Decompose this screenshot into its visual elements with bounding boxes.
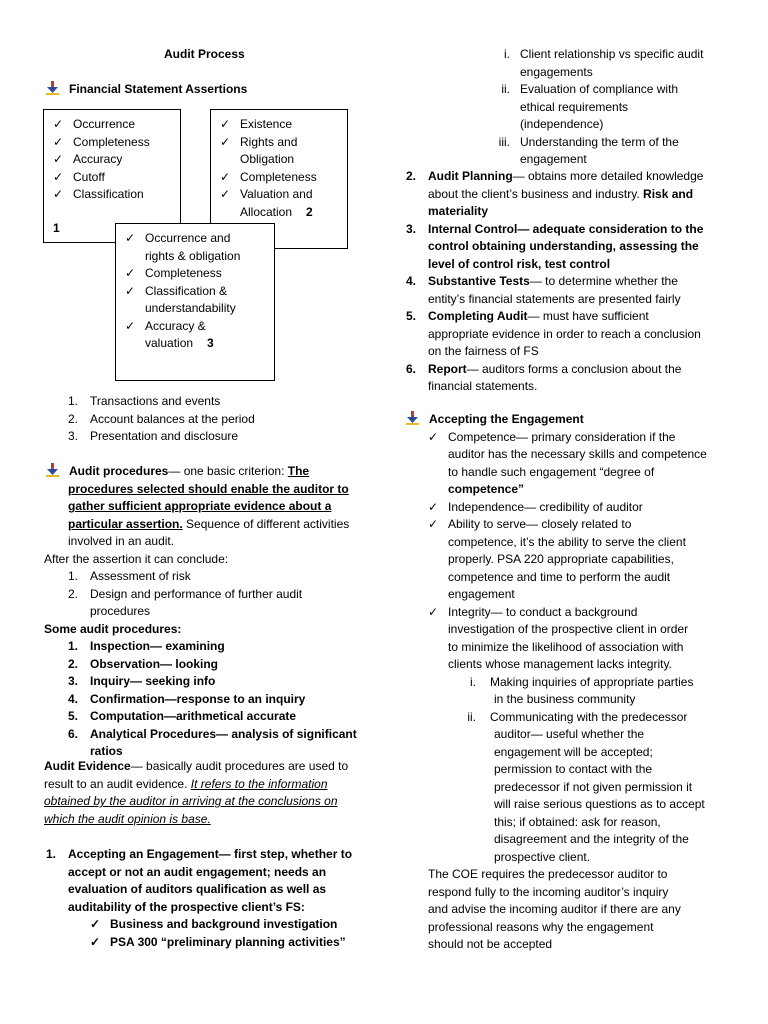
step-3: 3. Internal Control— adequate consideration to the control obtaining understanding, assessing the level of control risk, test control — [406, 221, 704, 271]
box-number-2: 2 — [306, 204, 313, 219]
list-item: 3. Presentation and disclosure — [68, 429, 239, 443]
list-item: 6. Analytical Procedures— analysis of significant — [68, 726, 357, 741]
list-item: 5. Computation—arithmetical accurate — [68, 709, 297, 723]
list-item: ✓ Accuracy & — [125, 318, 240, 336]
list-item: ✓ Integrity— to conduct a background investigation of the prospective client in order to minimize the likelihood of association with clients whose management lacks integrity. — [428, 604, 689, 671]
checkmark-icon: ✓ — [90, 917, 101, 931]
list-item-continued: ratios — [90, 744, 123, 758]
checkmark-icon: ✓ — [125, 231, 136, 245]
assertion-box-3 — [115, 223, 275, 381]
list-item-continued: rights & obligation — [145, 248, 241, 263]
list-item: ✓ Completeness — [53, 134, 150, 152]
audit-evidence-section: Audit Evidence— basically audit procedures are used to result to an audit evidence. It refers to the information obtained by the auditor in arriving at the conclusions on which the audit opinion is base. — [44, 759, 349, 826]
list-item: ✓ Completeness — [220, 169, 317, 187]
assertions-heading-text: Financial Statement Assertions — [69, 82, 248, 96]
checkmark-icon: ✓ — [428, 517, 439, 531]
after-assertion-label: After the assertion it can conclude: — [44, 551, 229, 566]
step-1-label: Accepting an Engagement — [68, 847, 219, 861]
arrow-down-bullet-icon — [406, 411, 419, 425]
list-item-continued: understandability — [145, 301, 236, 315]
assertion-categories — [68, 393, 255, 446]
checkmark-icon: ✓ — [220, 117, 231, 131]
checkmark-icon: ✓ — [53, 169, 64, 184]
list-item: ✓ Completeness — [125, 265, 240, 283]
assertions-heading — [46, 81, 247, 99]
accepting-engagement-section — [406, 411, 707, 954]
list-item-continued: Allocation 2 — [240, 204, 313, 219]
list-item: 1. Inspection— examining — [68, 639, 225, 653]
list-item-continued: valuation 3 — [145, 336, 214, 350]
list-item: ✓ Accuracy — [53, 151, 150, 169]
list-item: ✓ Occurrence and — [125, 230, 240, 248]
list-item: iii. Understanding the term of the — [498, 134, 679, 149]
step-4: 4. Substantive Tests— to determine whether the entity’s financial statements are presented fairly — [406, 274, 681, 306]
audit-evidence-label: Audit Evidence — [44, 759, 131, 773]
checkmark-icon: ✓ — [428, 429, 439, 444]
checkmark-icon: ✓ — [220, 134, 231, 149]
checkmark-icon: ✓ — [220, 187, 231, 201]
audit-steps-list — [406, 168, 703, 396]
list-item: 3. Inquiry— seeking info — [68, 674, 216, 688]
list-item: ✓ Occurrence — [53, 116, 150, 134]
list-item: ✓ Classification — [53, 186, 150, 204]
list-item: 4. Confirmation—response to an inquiry — [68, 691, 306, 706]
list-item: 2. Design and performance of further audit — [68, 586, 303, 601]
checkmark-icon: ✓ — [53, 117, 64, 131]
checkmark-icon: ✓ — [90, 934, 101, 949]
accepting-heading: Accepting the Engagement — [429, 412, 584, 426]
list-item-continued: Obligation — [240, 152, 295, 166]
list-item: ✓ Business and background investigation — [46, 916, 352, 934]
checkmark-icon: ✓ — [125, 266, 136, 280]
list-item: 1. Transactions and events — [68, 394, 221, 408]
checkmark-icon: ✓ — [125, 318, 136, 333]
box-number-3: 3 — [207, 336, 214, 350]
arrow-down-bullet-icon — [46, 81, 59, 95]
list-item: 2. Account balances at the period — [68, 411, 255, 426]
checkmark-icon: ✓ — [53, 152, 64, 166]
checkmark-icon: ✓ — [53, 187, 64, 201]
list-item: ✓ Independence— credibility of auditor — [428, 499, 707, 517]
list-item: 2. Observation— looking — [68, 656, 219, 671]
list-item-continued: procedures — [90, 604, 151, 618]
step-1-roman-list: i. Client relationship vs specific audit engagements ii. Evaluation of compliance with ethical requirements (independence) iii. Understanding the term of the engagement — [484, 46, 703, 169]
coe-paragraph: The COE requires the predecessor auditor to respond fully to the incoming auditor’s inquiry and advise the incoming auditor if there are any professional reasons why the engagement should not be accepted — [428, 867, 681, 951]
page-title: Audit Process — [164, 47, 245, 61]
list-item: i. Client relationship vs specific audit — [504, 47, 704, 61]
list-item: ✓ Cutoff — [53, 169, 150, 187]
step-2: 2. Audit Planning— obtains more detailed knowledge about the client’s business and industry. Risk and materiality — [406, 169, 704, 218]
list-item: i. Making inquiries of appropriate parties in the business community — [470, 674, 694, 706]
step-6: 6. Report— auditors forms a conclusion about the financial statements. — [406, 361, 682, 393]
list-item: ✓ Rights and — [220, 134, 317, 152]
checkmark-icon: ✓ — [125, 283, 136, 298]
list-item: ✓ Ability to serve— closely related to competence, it’s the ability to serve the client properly. PSA 220 appropriate capabilities, competence and time to perform the audit engagement — [428, 517, 686, 601]
checkmark-icon: ✓ — [220, 169, 231, 184]
list-item: ✓ Valuation and — [220, 186, 317, 204]
box-number-1: 1 — [53, 221, 60, 235]
checkmark-icon: ✓ — [428, 604, 439, 619]
step-5: 5. Completing Audit— must have sufficient appropriate evidence in order to reach a conclusion on the fairness of FS — [406, 309, 701, 358]
some-procedures-label: Some audit procedures: — [44, 621, 182, 636]
step-1-section: 1. Accepting an Engagement— first step, whether to accept or not an audit engagement; needs an evaluation of auditors qualification as well as auditability of the prospective client’s FS: ✓ Business and background investigation ✓ PSA 300 “preliminary planning activities” — [46, 846, 352, 951]
list-item: ii. Communicating with the predecessor auditor— useful whether the engagement will be accepted; permission to contact with the predecessor if not given permission it will raise serious questions as to accept this; if obtained: ask for reason, disagreement and the integrity of the prospective client. — [467, 709, 705, 864]
list-item: ✓ Existence — [220, 116, 317, 134]
list-item: 1. Assessment of risk — [68, 569, 191, 583]
arrow-down-bullet-icon — [46, 463, 59, 477]
audit-procedures-section: Audit procedures— one basic criterion: The procedures selected should enable the auditor to gather sufficient appropriate evidence about a particular assertion. Sequence of different activities involved in an audit. After the assertion it can conclude: 1. Assessment of risk 2. Design and performance of further audit procedures Some audit procedures: 1. Inspection— examining 2. Observation— looking 3. Inquiry— seeking info 4. Confirmation—response to an inquiry 5. Computation—arithmetical accurate 6. Analytical Procedures— analysis of significant ratios — [46, 463, 366, 761]
checkmark-icon: ✓ — [428, 499, 439, 514]
checkmark-icon: ✓ — [53, 134, 64, 149]
audit-procedures-label: Audit procedures — [69, 464, 169, 478]
list-item: ✓ Competence— primary consideration if the auditor has the necessary skills and competence to handle such engagement “degree of competence” — [428, 429, 707, 496]
list-item: ✓ PSA 300 “preliminary planning activities” — [46, 934, 352, 952]
list-item: ✓ Classification & — [125, 283, 240, 301]
list-item: ii. Evaluation of compliance with — [501, 82, 679, 96]
